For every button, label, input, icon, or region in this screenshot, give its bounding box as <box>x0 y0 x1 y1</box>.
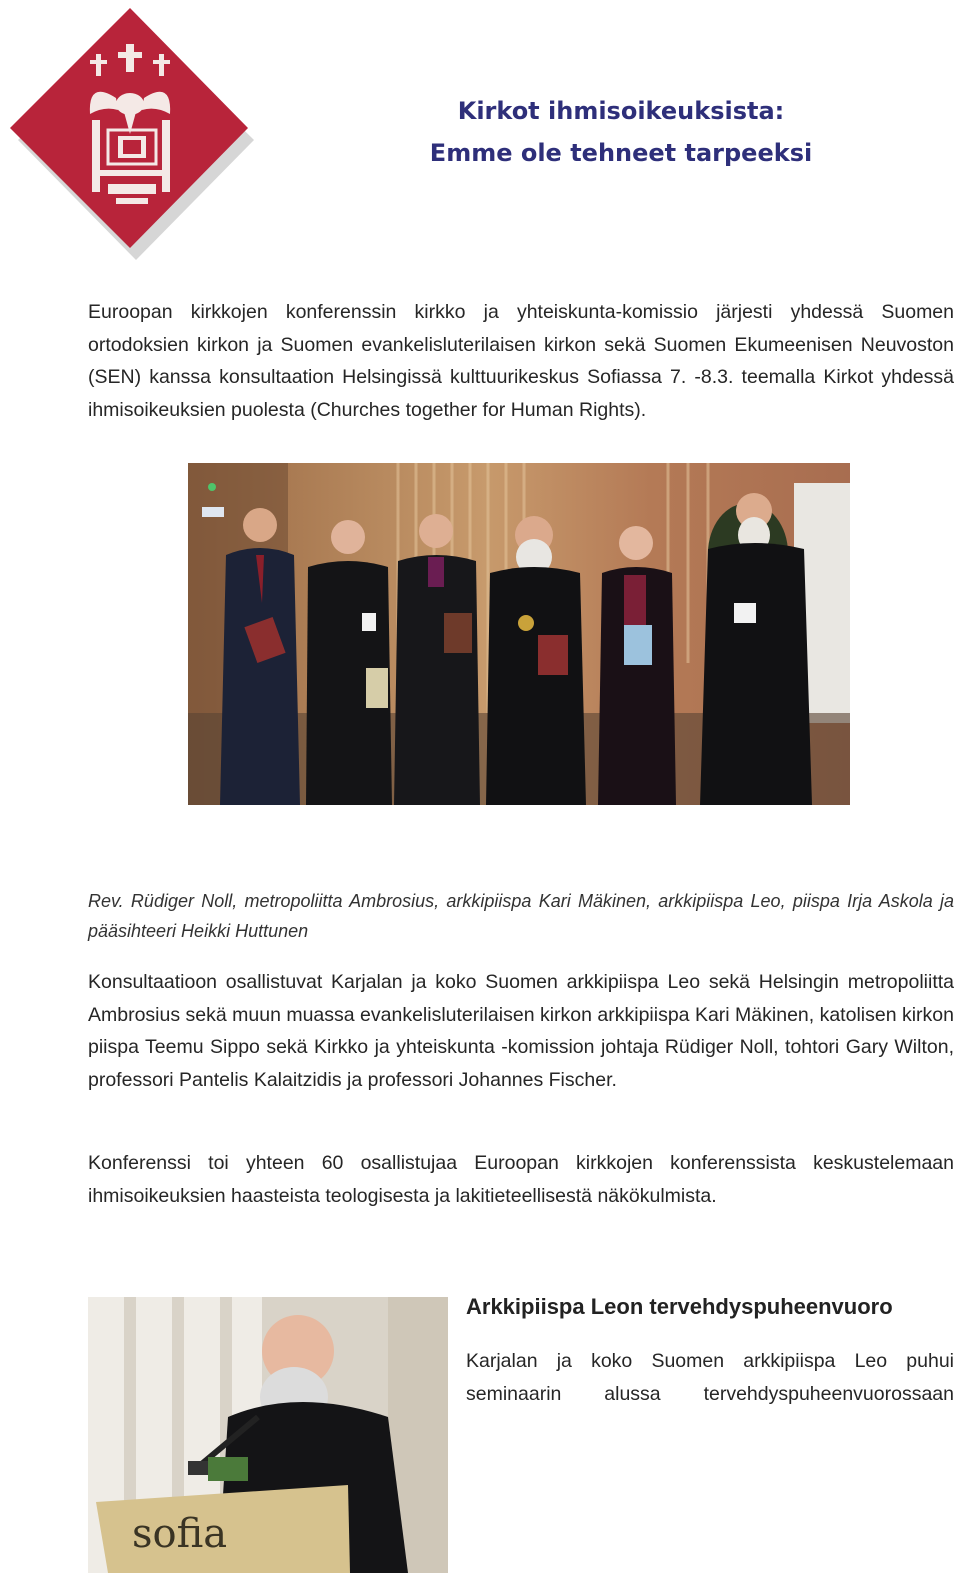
group-photo <box>188 463 850 805</box>
participants-paragraph: Konsultaatioon osallistuvat Karjalan ja koko Suomen arkkipiispa Leo sekä Helsingin metropoliitta Ambrosius sekä muun muassa evankelisluterilaisen kirkon arkkipiispa Kari Mäkinen, katolisen kirkon piispa Teemu Sippo sekä Kirkko ja yhteiskunta -komission johtaja Rüdiger Noll, tohtori Gary Wilton, professori Pantelis Kalaitzidis ja professori Johannes Fischer. <box>88 971 954 1091</box>
page-title <box>380 90 862 174</box>
photo-caption: Rev. Rüdiger Noll, metropoliitta Ambrosius, arkkipiispa Kari Mäkinen, arkkipiispa Leo, piispa Irja Askola ja pääsihteeri Heikki Huttunen <box>88 891 954 941</box>
title-line-2: Emme ole tehneet tarpeeksi <box>429 139 813 167</box>
podium-text: sofia <box>132 1511 228 1557</box>
conference-paragraph: Konferenssi toi yhteen 60 osallistujaa Euroopan kirkkojen konferenssista keskustelemaan ihmisoikeuksien haasteista teologisesta ja lakitieteellisestä näkökulmista. <box>88 1152 954 1207</box>
orthodox-church-emblem-icon <box>4 2 256 264</box>
intro-paragraph: Euroopan kirkkojen konferenssin kirkko ja yhteiskunta-komissio järjesti yhdessä Suomen ortodoksien kirkon ja Suomen evankelisluterilaisen kirkon sekä Suomen Ekumeenisen Neuvoston (SEN) kanssa konsultaation Helsingissä kulttuurikeskus Sofiassa 7. -8.3. teemalla Kirkot yhdessä ihmisoikeuksien puolesta (Churches together for Human Rights). <box>88 301 954 421</box>
leo-section-heading: Arkkipiispa Leon tervehdyspuheenvuoro <box>466 1294 893 1319</box>
leo-section-text: Karjalan ja koko Suomen arkkipiispa Leo puhui seminaarin alussa tervehdyspuheenvuorossaan <box>466 1350 954 1405</box>
title-line-1: Kirkot ihmisoikeuksista: <box>457 97 785 125</box>
six-people-holding-books-photo <box>188 463 850 805</box>
archbishop-leo-photo <box>88 1297 448 1573</box>
church-logo <box>4 2 256 264</box>
speaker-at-podium-photo <box>88 1297 448 1573</box>
